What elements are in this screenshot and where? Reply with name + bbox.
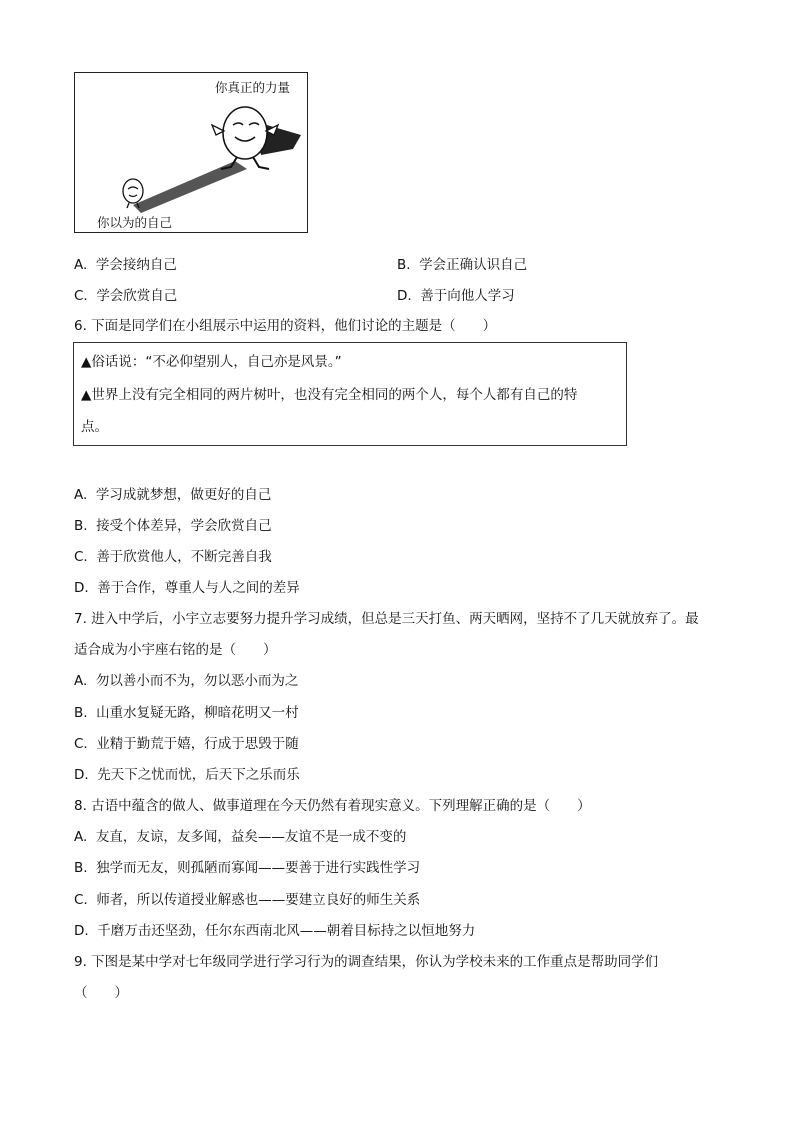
small-character-body [123,179,143,203]
big-character-body [223,107,267,159]
q7-option-d[interactable] [74,766,300,784]
option-letter: A. [74,487,88,503]
quote-line-3: 点。 [81,419,108,435]
option-text: 接受个体差异，学会欣赏自己 [96,518,272,534]
q7-option-c[interactable] [74,735,299,753]
figure-caption-top: 你真正的力量 [215,80,291,95]
q8-stem: 8. 古语中蕴含的做人、做事道理在今天仍然有着现实意义。下列理解正确的是（ ） [74,798,591,814]
option-text: 学会接纳自己 [95,257,177,273]
q7-option-b[interactable] [74,704,299,722]
option-letter: D. [397,288,412,304]
option-text: 千磨万击还坚劲，任尔东西南北风——朝着目标持之以恒地努力 [97,923,476,939]
cartoon-illustration [75,73,309,234]
option-letter: D. [74,923,89,939]
q6-option-c[interactable] [74,548,272,566]
q5-option-b[interactable] [397,256,527,274]
option-text: 先天下之忧而忧，后天下之乐而乐 [97,767,300,783]
option-letter: B. [397,257,411,273]
option-text: 友直，友谅，友多闻，益矣——友谊不是一成不变的 [95,829,407,845]
option-text: 善于合作，尊重人与人之间的差异 [97,580,300,596]
option-letter: C. [74,892,88,908]
option-letter: C. [74,549,88,565]
q8-option-b[interactable] [74,859,420,877]
q6-option-d[interactable] [74,579,300,597]
q6-stem: 6. 下面是同学们在小组展示中运用的资料，他们讨论的主题是（ ） [74,318,497,334]
option-text: 善于向他人学习 [420,288,515,304]
q7-stem-line-1: 7. 进入中学后，小宇立志要努力提升学习成绩，但总是三天打鱼、两天晒网，坚持不了几天就放弃了。最 [74,611,699,627]
q6-quote-box [73,342,627,446]
q8-option-c[interactable] [74,891,420,909]
option-text: 独学而无友，则孤陋而寡闻——要善于进行实践性学习 [96,860,421,876]
option-letter: C. [74,288,88,304]
option-text: 师者，所以传道授业解惑也——要建立良好的师生关系 [96,892,421,908]
q9-stem-line-1: 9. 下图是某中学对七年级同学进行学习行为的调查结果，你认为学校未来的工作重点是帮助同学们 [74,954,659,970]
q5-option-c[interactable] [74,287,177,305]
option-text: 善于欣赏他人，不断完善自我 [96,549,272,565]
option-letter: B. [74,860,88,876]
quote-line-1: ▲俗话说：“不必仰望别人，自己亦是风景。” [81,354,342,370]
option-letter: A. [74,673,88,689]
q8-option-a[interactable] [74,828,406,846]
figure-shadow [133,161,247,213]
option-letter: B. [74,518,88,534]
q5-option-a[interactable] [74,256,177,274]
figure-caption-bottom: 你以为的自己 [97,215,173,230]
q8-option-d[interactable] [74,922,475,940]
option-text: 勿以善小而不为，勿以恶小而为之 [95,673,299,689]
option-letter: B. [74,705,88,721]
option-text: 学会正确认识自己 [419,257,528,273]
q6-option-b[interactable] [74,517,272,535]
option-letter: D. [74,580,89,596]
q9-stem-line-2: （ ） [74,985,128,1001]
option-letter: A. [74,829,88,845]
option-letter: C. [74,736,88,752]
q6-option-a[interactable] [74,486,271,504]
cartoon-figure [74,72,308,233]
option-text: 山重水复疑无路，柳暗花明又一村 [96,705,299,721]
q7-option-a[interactable] [74,672,298,690]
option-text: 业精于勤荒于嬉，行成于思毁于随 [96,736,299,752]
q7-stem-line-2: 适合成为小宇座右铭的是（ ） [74,642,277,658]
option-letter: A. [74,257,88,273]
option-letter: D. [74,767,89,783]
q5-option-d[interactable] [397,287,515,305]
quote-line-2: ▲世界上没有完全相同的两片树叶，也没有完全相同的两个人，每个人都有自己的特 [81,387,578,403]
option-text: 学会欣赏自己 [96,288,178,304]
option-text: 学习成就梦想，做更好的自己 [95,487,272,503]
